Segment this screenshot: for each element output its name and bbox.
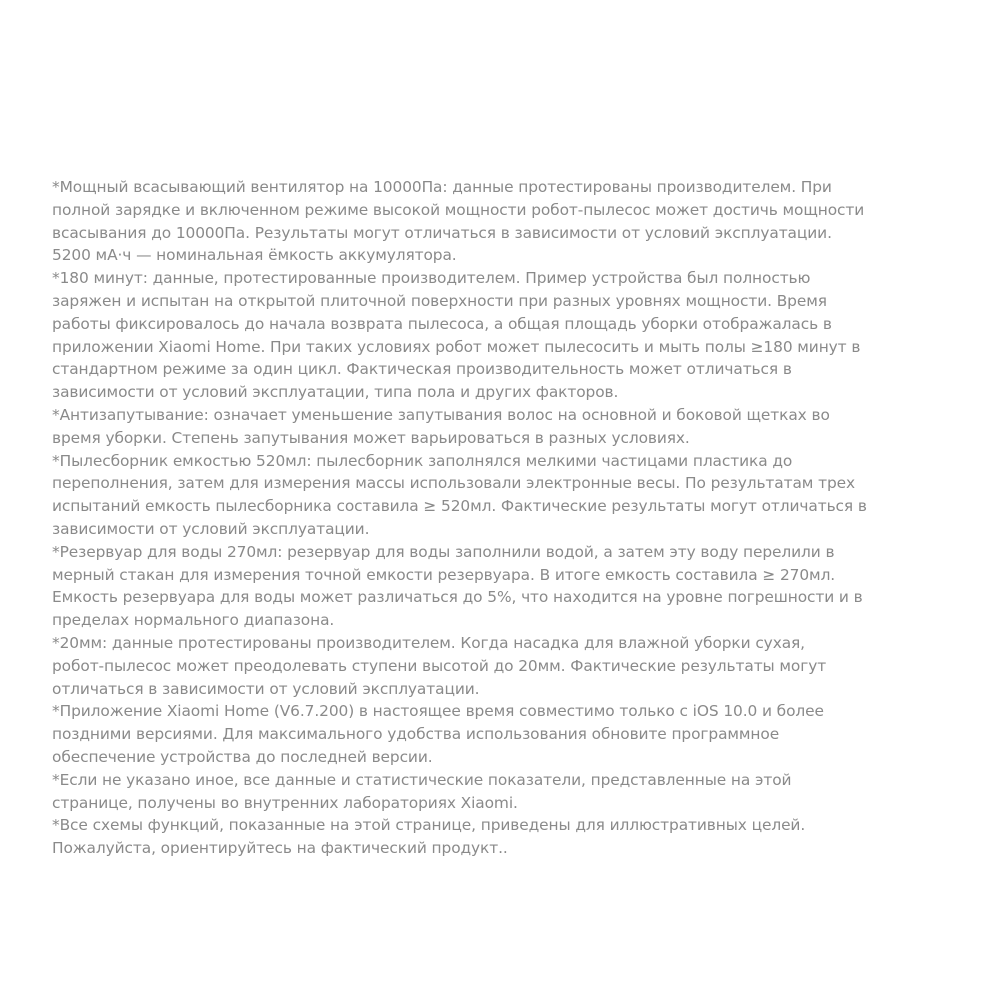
disclaimer-line: заряжен и испытан на открытой плиточной поверхности при разных уровнях мощности. Время bbox=[52, 291, 827, 310]
disclaimer-line: странице, получены во внутренних лабораториях Xiaomi. bbox=[52, 793, 518, 812]
disclaimer-line: *Антизапутывание: означает уменьшение запутывания волос на основной и боковой щетках во bbox=[52, 405, 830, 424]
disclaimer-line: Пожалуйста, ориентируйтесь на фактический продукт.. bbox=[52, 839, 508, 858]
disclaimer-line: время уборки. Степень запутывания может варьироваться в разных условиях. bbox=[52, 428, 690, 447]
disclaimer-line: испытаний емкость пылесборника составила ≥ 520мл. Фактические результаты могут отличаться в bbox=[52, 497, 867, 516]
disclaimer-line: зависимости от условий эксплуатации. bbox=[52, 519, 370, 538]
disclaimer-line: всасывания до 10000Па. Результаты могут отличаться в зависимости от условий эксплуатации. bbox=[52, 223, 832, 242]
disclaimer-line: переполнения, затем для измерения массы использовали электронные весы. По результатам трех bbox=[52, 474, 856, 493]
disclaimer-line: *Пылесборник емкостью 520мл: пылесборник заполнялся мелкими частицами пластика до bbox=[52, 451, 793, 470]
disclaimer-line: работы фиксировалось до начала возврата пылесоса, а общая площадь уборки отображалась в bbox=[52, 314, 832, 333]
disclaimer-text-block bbox=[52, 176, 957, 860]
disclaimer-line: Емкость резервуара для воды может различаться до 5%, что находится на уровне погрешности и в bbox=[52, 588, 863, 607]
disclaimer-line: робот-пылесос может преодолевать ступени высотой до 20мм. Фактические результаты могут bbox=[52, 656, 827, 675]
disclaimer-line: *Все схемы функций, показанные на этой странице, приведены для иллюстративных целей. bbox=[52, 816, 806, 835]
disclaimer-line: приложении Xiaomi Home. При таких условиях робот может пылесосить и мыть полы ≥180 минут в bbox=[52, 337, 861, 356]
disclaimer-line: *Резервуар для воды 270мл: резервуар для воды заполнили водой, а затем эту воду перелили в bbox=[52, 542, 835, 561]
disclaimer-line: зависимости от условий эксплуатации, типа пола и других факторов. bbox=[52, 383, 619, 402]
disclaimer-line: *20мм: данные протестированы производителем. Когда насадка для влажной уборки сухая, bbox=[52, 633, 805, 652]
disclaimer-line: пределах нормального диапазона. bbox=[52, 611, 335, 630]
disclaimer-line: полной зарядке и включенном режиме высокой мощности робот-пылесос может достичь мощности bbox=[52, 200, 865, 219]
disclaimer-line: мерный стакан для измерения точной емкости резервуара. В итоге емкость составила ≥ 270мл. bbox=[52, 565, 836, 584]
disclaimer-line: *180 минут: данные, протестированные производителем. Пример устройства был полностью bbox=[52, 269, 811, 288]
disclaimer-line: *Приложение Xiaomi Home (V6.7.200) в настоящее время совместимо только с iOS 10.0 и более bbox=[52, 702, 824, 721]
disclaimer-line: *Мощный всасывающий вентилятор на 10000Па: данные протестированы производителем. При bbox=[52, 178, 832, 196]
disclaimer-line: 5200 мА·ч — номинальная ёмкость аккумулятора. bbox=[52, 246, 457, 265]
disclaimer-line: стандартном режиме за один цикл. Фактическая производительность может отличаться в bbox=[52, 360, 792, 379]
disclaimer-line: *Если не указано иное, все данные и статистические показатели, представленные на этой bbox=[52, 770, 792, 789]
disclaimer-line: поздними версиями. Для максимального удобства использования обновите программное bbox=[52, 725, 780, 744]
disclaimer-line: обеспечение устройства до последней версии. bbox=[52, 747, 433, 766]
disclaimer-line: отличаться в зависимости от условий эксплуатации. bbox=[52, 679, 480, 698]
